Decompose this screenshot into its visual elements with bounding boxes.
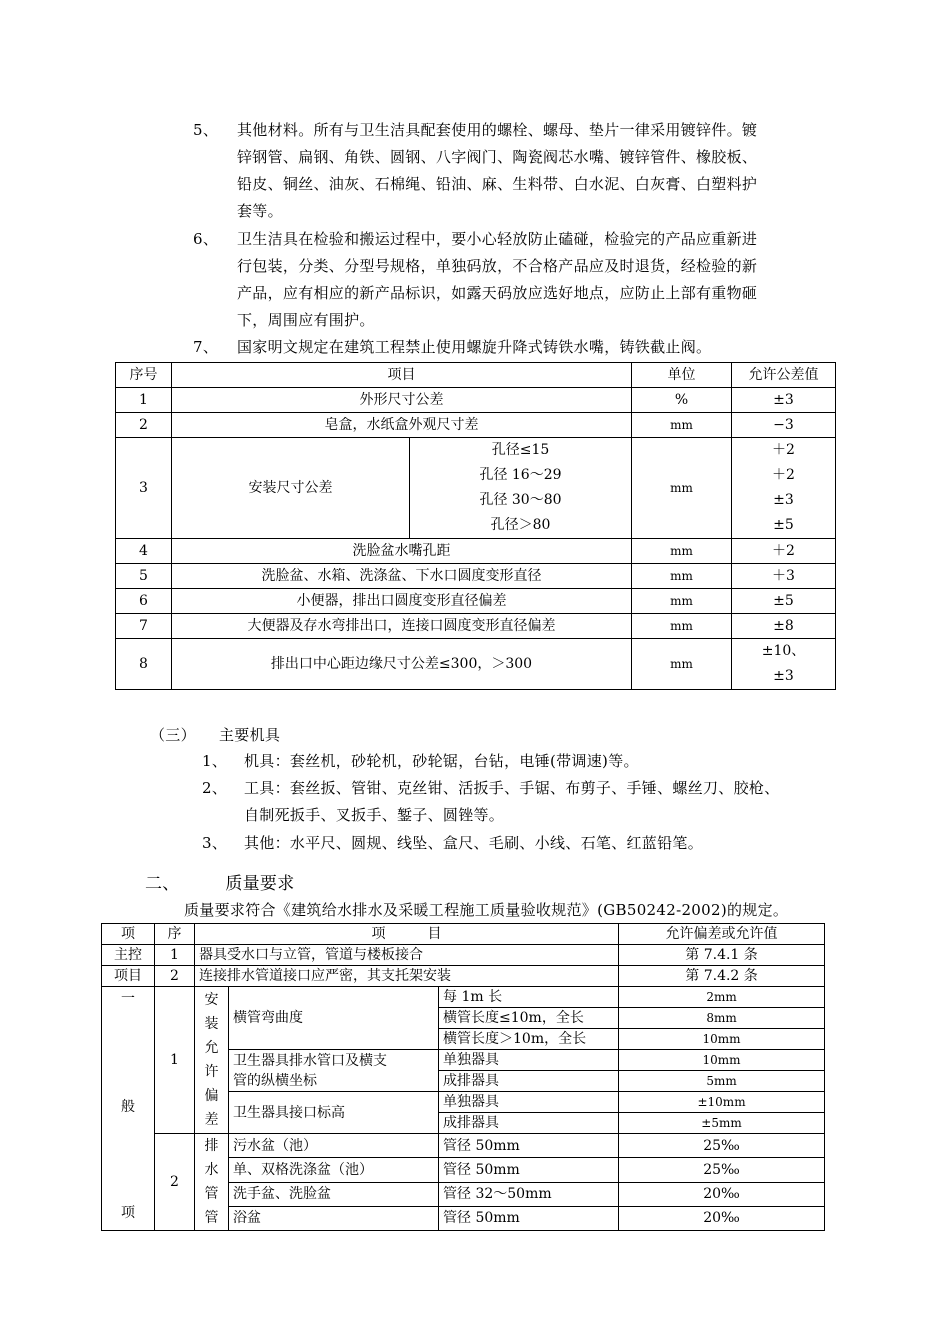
heading-number: 二、 bbox=[145, 874, 180, 894]
cell-item: 洗脸盆水嘴孔距 bbox=[172, 539, 632, 564]
label-char: 水 bbox=[204, 1162, 219, 1178]
label-char: 偏 bbox=[204, 1088, 219, 1104]
sub-item: 孔径≤15 bbox=[491, 442, 550, 458]
table-row bbox=[116, 438, 836, 539]
cell-unit: mm bbox=[632, 413, 732, 438]
text-line: 下，周围应有围护。 bbox=[237, 311, 375, 329]
cell-unit: % bbox=[632, 388, 732, 413]
cell-no: 3 bbox=[116, 438, 172, 539]
heading-text: 主要机具 bbox=[218, 726, 281, 744]
label-char: 差 bbox=[204, 1112, 219, 1128]
cell-no: 8 bbox=[116, 639, 172, 690]
cell-value: ±3 bbox=[732, 388, 836, 413]
cell-value: 20‰ bbox=[619, 1182, 825, 1206]
cell-condition: 管径 50mm bbox=[439, 1206, 619, 1230]
label-char: 排 bbox=[204, 1138, 219, 1154]
cell-condition: 横管长度≤10m，全长 bbox=[439, 1008, 619, 1029]
cell-item: 大便器及存水弯排出口，连接口圆度变形直径偏差 bbox=[172, 614, 632, 639]
label-char: 安 bbox=[204, 992, 219, 1008]
table-row bbox=[102, 1134, 825, 1158]
group1-label bbox=[195, 987, 229, 1134]
table-row bbox=[116, 564, 836, 589]
cell-no: 6 bbox=[116, 589, 172, 614]
general-label-1: 一 bbox=[121, 991, 135, 1007]
quality-heading bbox=[145, 869, 295, 894]
cell-item: 器具受水口与立管，管道与楼板接合 bbox=[195, 945, 619, 966]
cell-condition: 成排器具 bbox=[439, 1071, 619, 1092]
cell-unit: mm bbox=[632, 614, 732, 639]
sub-value: ＋2 bbox=[772, 442, 795, 458]
cell-condition: 单独器具 bbox=[439, 1050, 619, 1071]
cell-unit: mm bbox=[632, 589, 732, 614]
table-row bbox=[116, 589, 836, 614]
cell-sub-item: 单、双格洗涤盆（池） bbox=[229, 1158, 439, 1182]
text-line: 行包装，分类、分型号规格，单独码放，不合格产品应及时退货，经检验的新 bbox=[237, 257, 758, 275]
cell-value: 第 7.4.1 条 bbox=[619, 945, 825, 966]
cell-no: 4 bbox=[116, 539, 172, 564]
cell-unit: mm bbox=[632, 639, 732, 690]
sub-value: ＋2 bbox=[772, 467, 795, 483]
cell-item: 排出口中心距边缘尺寸公差≤300，＞300 bbox=[172, 639, 632, 690]
text-line: 机具：套丝机，砂轮机，砂轮锯，台钻，电锤(带调速)等。 bbox=[244, 752, 639, 770]
cell-value: ±5 bbox=[732, 589, 836, 614]
item-number: 2、 bbox=[202, 779, 228, 797]
header-cell: 序 bbox=[155, 924, 195, 945]
header-cell: 项 bbox=[102, 924, 155, 945]
sub-value: ±3 bbox=[773, 668, 794, 684]
cell-sub-item: 卫生器具接口标高 bbox=[229, 1092, 439, 1134]
main-label-2: 项目 bbox=[102, 966, 155, 987]
text-line: 国家明文规定在建筑工程禁止使用螺旋升降式铸铁水嘴，铸铁截止阀。 bbox=[237, 338, 712, 356]
text-line: 工具：套丝扳、管钳、克丝钳、活扳手、手锯、布剪子、手锤、螺丝刀、胶枪、 bbox=[244, 779, 780, 797]
item-number: 7、 bbox=[193, 338, 219, 356]
table-row bbox=[116, 614, 836, 639]
text-line: 管的纵横坐标 bbox=[233, 1072, 317, 1089]
text-line: 自制死扳手、叉扳手、錾子、圆锉等。 bbox=[244, 806, 505, 824]
label-char: 管 bbox=[204, 1186, 219, 1202]
label-char: 允 bbox=[204, 1040, 219, 1056]
cell-value: ＋2 bbox=[732, 539, 836, 564]
quality-table bbox=[101, 923, 825, 1231]
cell-no: 7 bbox=[116, 614, 172, 639]
cell-condition: 横管长度＞10m，全长 bbox=[439, 1029, 619, 1050]
sub-item: 孔径＞80 bbox=[490, 517, 551, 533]
quality-intro: 质量要求符合《建筑给水排水及采暖工程施工质量验收规范》(GB50242-2002)的规定。 bbox=[184, 901, 789, 919]
cell-item: 小便器，排出口圆度变形直径偏差 bbox=[172, 589, 632, 614]
cell-sub-item: 污水盆（池） bbox=[229, 1134, 439, 1158]
cell-condition: 管径 50mm bbox=[439, 1158, 619, 1182]
cell-value: 2mm bbox=[619, 987, 825, 1008]
text-line: 锌钢管、扁钢、角铁、圆钢、八字阀门、陶瓷阀芯水嘴、镀锌管件、橡胶板、 bbox=[237, 148, 758, 166]
cell-unit: mm bbox=[632, 539, 732, 564]
cell-value: 10mm bbox=[619, 1050, 825, 1071]
item-number: 6、 bbox=[193, 230, 219, 248]
cell-value: ±8 bbox=[732, 614, 836, 639]
table-row bbox=[102, 987, 825, 1008]
cell-sub-item: 横管弯曲度 bbox=[229, 987, 439, 1050]
table-header-row bbox=[116, 363, 836, 388]
label-char: 装 bbox=[204, 1016, 219, 1032]
table-row bbox=[116, 413, 836, 438]
heading-number: （三） bbox=[150, 726, 196, 744]
cell-item: 洗脸盆、水箱、洗涤盆、下水口圆度变形直径 bbox=[172, 564, 632, 589]
cell-no: 1 bbox=[116, 388, 172, 413]
cell-item: 连接排水管道接口应严密，其支托架安装 bbox=[195, 966, 619, 987]
cell-value: 25‰ bbox=[619, 1134, 825, 1158]
cell-unit: mm bbox=[632, 438, 732, 539]
sub-value: ±3 bbox=[773, 492, 794, 508]
item-number: 5、 bbox=[193, 121, 219, 139]
general-label-2: 般 bbox=[121, 1099, 135, 1115]
cell-item: 皂盒，水纸盒外观尺寸差 bbox=[172, 413, 632, 438]
item-number: 1、 bbox=[202, 752, 228, 770]
text-line: 卫生器具排水管口及横支 bbox=[233, 1052, 387, 1069]
header-cell: 允许偏差或允许值 bbox=[619, 924, 825, 945]
cell-item: 安装尺寸公差 bbox=[172, 438, 410, 539]
cell-value: 8mm bbox=[619, 1008, 825, 1029]
cell-value: −3 bbox=[732, 413, 836, 438]
heading-text: 质量要求 bbox=[225, 874, 295, 894]
cell-sub-item: 浴盆 bbox=[229, 1206, 439, 1230]
tools-heading bbox=[150, 724, 280, 745]
header-cell: 项目 bbox=[172, 363, 632, 388]
cell-value: 5mm bbox=[619, 1071, 825, 1092]
cell-no: 1 bbox=[155, 987, 195, 1134]
header-cell: 单位 bbox=[632, 363, 732, 388]
label-char: 管 bbox=[204, 1210, 219, 1226]
cell-no: 2 bbox=[155, 1134, 195, 1231]
cell-no: 2 bbox=[155, 966, 195, 987]
header-cell: 项 目 bbox=[195, 924, 619, 945]
text-line: 套等。 bbox=[237, 202, 283, 220]
text-line: 卫生洁具在检验和搬运过程中，要小心轻放防止磕碰，检验完的产品应重新进 bbox=[237, 230, 758, 248]
tolerance-table bbox=[115, 362, 836, 690]
cell-no: 1 bbox=[155, 945, 195, 966]
table-row bbox=[102, 966, 825, 987]
cell-value bbox=[732, 639, 836, 690]
header-cell: 序号 bbox=[116, 363, 172, 388]
header-cell: 允许公差值 bbox=[732, 363, 836, 388]
sub-item: 孔径 30～80 bbox=[479, 492, 562, 508]
cell-condition: 单独器具 bbox=[439, 1092, 619, 1113]
cell-value: ＋3 bbox=[732, 564, 836, 589]
cell-value: ±5mm bbox=[619, 1113, 825, 1134]
cell-sub-item bbox=[229, 1050, 439, 1092]
cell-item: 外形尺寸公差 bbox=[172, 388, 632, 413]
cell-condition: 成排器具 bbox=[439, 1113, 619, 1134]
text-line: 产品，应有相应的新产品标识，如露天码放应选好地点，应防止上部有重物砸 bbox=[237, 284, 758, 302]
cell-no: 2 bbox=[116, 413, 172, 438]
table-row bbox=[116, 388, 836, 413]
label-char: 许 bbox=[204, 1064, 219, 1080]
table-row bbox=[116, 639, 836, 690]
cell-condition: 管径 32～50mm bbox=[439, 1182, 619, 1206]
cell-value bbox=[732, 438, 836, 539]
cell-value: 第 7.4.2 条 bbox=[619, 966, 825, 987]
cell-no: 5 bbox=[116, 564, 172, 589]
cell-unit: mm bbox=[632, 564, 732, 589]
text-line: 其他：水平尺、圆规、线坠、盒尺、毛刷、小线、石笔、红蓝铅笔。 bbox=[244, 834, 704, 852]
table-row bbox=[116, 539, 836, 564]
cell-sub-item: 洗手盆、洗脸盆 bbox=[229, 1182, 439, 1206]
table-header-row bbox=[102, 924, 825, 945]
cell-value: ±10mm bbox=[619, 1092, 825, 1113]
text-line: 铅皮、铜丝、油灰、石棉绳、铅油、麻、生料带、白水泥、白灰膏、白塑料护 bbox=[237, 175, 758, 193]
general-label bbox=[102, 987, 155, 1231]
cell-condition: 管径 50mm bbox=[439, 1134, 619, 1158]
sub-value: ±10、 bbox=[761, 643, 806, 659]
cell-value: 20‰ bbox=[619, 1206, 825, 1230]
cell-value: 25‰ bbox=[619, 1158, 825, 1182]
text-line: 其他材料。所有与卫生洁具配套使用的螺栓、螺母、垫片一律采用镀锌件。镀 bbox=[237, 121, 758, 139]
cell-value: 10mm bbox=[619, 1029, 825, 1050]
main-label-1: 主控 bbox=[102, 945, 155, 966]
cell-condition: 每 1m 长 bbox=[439, 987, 619, 1008]
sub-value: ±5 bbox=[773, 517, 794, 533]
item-number: 3、 bbox=[202, 834, 228, 852]
general-label-3: 项 bbox=[121, 1205, 135, 1221]
table-row bbox=[102, 945, 825, 966]
group2-label bbox=[195, 1134, 229, 1231]
sub-item: 孔径 16～29 bbox=[479, 467, 562, 483]
cell-sub-items bbox=[410, 438, 632, 539]
